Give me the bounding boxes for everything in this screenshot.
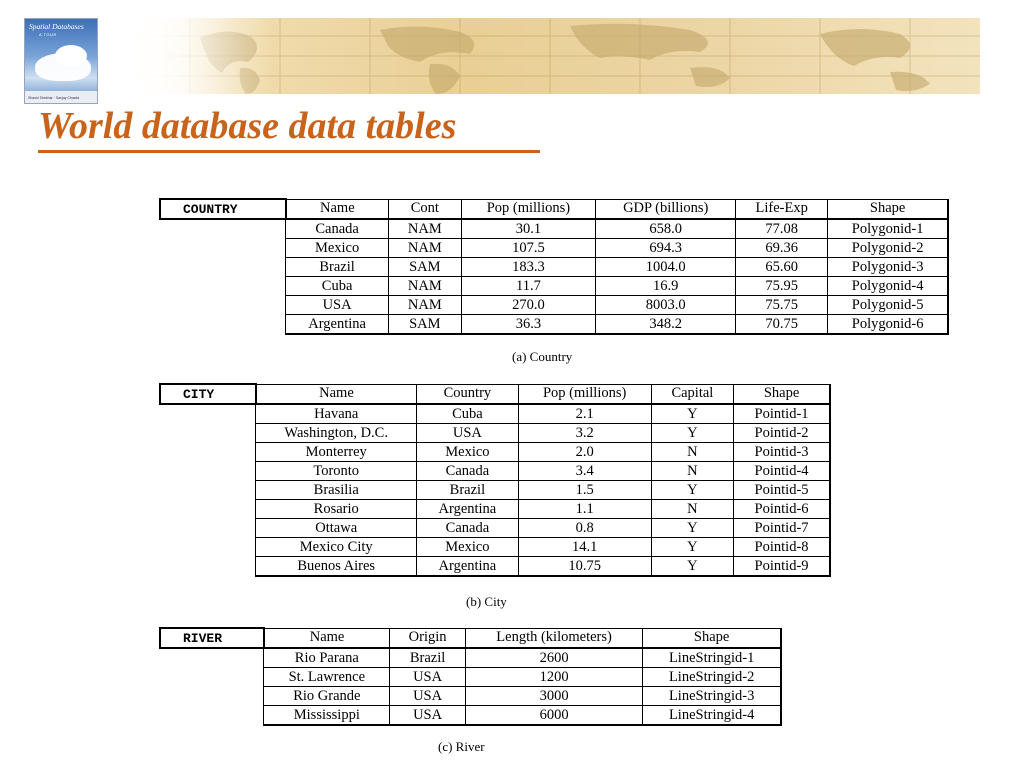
table-row: [160, 648, 781, 668]
table-cell: Toronto: [256, 462, 417, 481]
book-cover-authors: Shashi Shekhar · Sanjay Chawla: [28, 96, 80, 100]
table-cell: 14.1: [518, 538, 651, 557]
column-header: Length (kilometers): [465, 628, 642, 648]
table-cell: Cuba: [417, 404, 518, 424]
table-cell: Canada: [417, 462, 518, 481]
table-cell: NAM: [389, 239, 461, 258]
header-map-banner: [130, 18, 980, 94]
table-cell: 16.9: [596, 277, 736, 296]
column-header: Life-Exp: [736, 199, 828, 219]
table-cell: 30.1: [461, 219, 596, 239]
table-row: [160, 424, 830, 443]
table-cell: Canada: [286, 219, 389, 239]
table-cell: 69.36: [736, 239, 828, 258]
table-row: [160, 462, 830, 481]
table-cell: Brazil: [390, 648, 466, 668]
table-cell: Mexico: [417, 538, 518, 557]
table-cell: Polygonid-4: [828, 277, 948, 296]
table-cell: Mexico: [417, 443, 518, 462]
table-cell: Pointid-1: [734, 404, 830, 424]
table-row: [160, 687, 781, 706]
table-cell: Pointid-7: [734, 519, 830, 538]
table-cell: Pointid-4: [734, 462, 830, 481]
table-cell: 6000: [465, 706, 642, 726]
table-row: [160, 239, 948, 258]
table-cell: 270.0: [461, 296, 596, 315]
country-table-caption: (a) Country: [512, 349, 573, 364]
column-header: Capital: [651, 384, 733, 404]
city-table-caption: (b) City: [466, 594, 507, 609]
table-cell: LineStringid-4: [643, 706, 781, 726]
table-cell: USA: [390, 687, 466, 706]
table-cell: 658.0: [596, 219, 736, 239]
table-cell: 11.7: [461, 277, 596, 296]
table-row: [160, 315, 948, 335]
table-cell: Brazil: [286, 258, 389, 277]
table-cell: Cuba: [286, 277, 389, 296]
table-header-row: [160, 628, 781, 648]
table-cell: 75.95: [736, 277, 828, 296]
table-cell: Y: [651, 557, 733, 577]
table-cell: Polygonid-6: [828, 315, 948, 335]
page-title: World database data tables: [38, 105, 457, 147]
table-cell: USA: [390, 706, 466, 726]
book-cover-image: [24, 18, 98, 104]
table-cell: Mexico: [286, 239, 389, 258]
table-cell: LineStringid-1: [643, 648, 781, 668]
column-header: Name: [286, 199, 389, 219]
table-cell: 1.1: [518, 500, 651, 519]
table-row: [160, 519, 830, 538]
table-cell: 8003.0: [596, 296, 736, 315]
river-table-caption: (c) River: [438, 739, 485, 754]
table-cell: 1004.0: [596, 258, 736, 277]
column-header: Name: [256, 384, 417, 404]
book-cover-title: Spatial Databases: [29, 22, 84, 31]
table-cell: Polygonid-1: [828, 219, 948, 239]
river-table-name: RIVER: [160, 628, 264, 648]
country-table-name: COUNTRY: [160, 199, 286, 219]
table-cell: Pointid-8: [734, 538, 830, 557]
column-header: Shape: [734, 384, 830, 404]
table-cell: LineStringid-3: [643, 687, 781, 706]
table-cell: 183.3: [461, 258, 596, 277]
table-cell: Canada: [417, 519, 518, 538]
table-cell: USA: [390, 668, 466, 687]
table-row: [160, 706, 781, 726]
table-row: [160, 404, 830, 424]
table-cell: Brasilia: [256, 481, 417, 500]
table-cell: Mississippi: [264, 706, 390, 726]
table-cell: Rosario: [256, 500, 417, 519]
table-cell: Argentina: [286, 315, 389, 335]
cloud-graphic: [55, 45, 87, 67]
table-cell: 694.3: [596, 239, 736, 258]
table-cell: Monterrey: [256, 443, 417, 462]
table-cell: Havana: [256, 404, 417, 424]
city-table-name: CITY: [160, 384, 256, 404]
column-header: Origin: [390, 628, 466, 648]
table-cell: 65.60: [736, 258, 828, 277]
table-cell: N: [651, 462, 733, 481]
table-cell: Y: [651, 404, 733, 424]
table-row: [160, 219, 948, 239]
table-cell: 36.3: [461, 315, 596, 335]
table-cell: NAM: [389, 277, 461, 296]
table-cell: Pointid-5: [734, 481, 830, 500]
table-row: [160, 538, 830, 557]
table-row: [160, 258, 948, 277]
table-row: [160, 668, 781, 687]
table-cell: 348.2: [596, 315, 736, 335]
table-cell: Ottawa: [256, 519, 417, 538]
column-header: Shape: [643, 628, 781, 648]
table-cell: Brazil: [417, 481, 518, 500]
table-row: [160, 500, 830, 519]
table-cell: 107.5: [461, 239, 596, 258]
table-cell: Washington, D.C.: [256, 424, 417, 443]
table-cell: 2600: [465, 648, 642, 668]
column-header: Pop (millions): [518, 384, 651, 404]
table-cell: Rio Parana: [264, 648, 390, 668]
table-cell: 70.75: [736, 315, 828, 335]
column-header: Pop (millions): [461, 199, 596, 219]
river-table: [159, 627, 782, 726]
table-cell: St. Lawrence: [264, 668, 390, 687]
column-header: Shape: [828, 199, 948, 219]
table-cell: Mexico City: [256, 538, 417, 557]
table-header-row: [160, 199, 948, 219]
table-cell: Y: [651, 538, 733, 557]
table-cell: 3.4: [518, 462, 651, 481]
table-cell: Polygonid-5: [828, 296, 948, 315]
table-cell: 3000: [465, 687, 642, 706]
table-cell: SAM: [389, 315, 461, 335]
table-cell: 1.5: [518, 481, 651, 500]
table-cell: NAM: [389, 219, 461, 239]
table-cell: USA: [286, 296, 389, 315]
country-table: [159, 198, 949, 335]
city-table: [159, 383, 831, 577]
table-cell: Polygonid-2: [828, 239, 948, 258]
table-cell: LineStringid-2: [643, 668, 781, 687]
table-cell: 77.08: [736, 219, 828, 239]
table-cell: 3.2: [518, 424, 651, 443]
column-header: Country: [417, 384, 518, 404]
table-row: [160, 277, 948, 296]
column-header: Name: [264, 628, 390, 648]
table-cell: NAM: [389, 296, 461, 315]
table-cell: 0.8: [518, 519, 651, 538]
table-cell: Y: [651, 424, 733, 443]
table-cell: Argentina: [417, 557, 518, 577]
table-cell: 10.75: [518, 557, 651, 577]
table-row: [160, 557, 830, 577]
table-cell: Buenos Aires: [256, 557, 417, 577]
table-cell: Polygonid-3: [828, 258, 948, 277]
table-row: [160, 481, 830, 500]
table-cell: 2.1: [518, 404, 651, 424]
column-header: Cont: [389, 199, 461, 219]
table-cell: USA: [417, 424, 518, 443]
table-cell: SAM: [389, 258, 461, 277]
table-cell: Y: [651, 481, 733, 500]
table-cell: Argentina: [417, 500, 518, 519]
table-header-row: [160, 384, 830, 404]
table-cell: N: [651, 500, 733, 519]
table-cell: 2.0: [518, 443, 651, 462]
table-cell: Pointid-3: [734, 443, 830, 462]
table-cell: Rio Grande: [264, 687, 390, 706]
table-cell: 1200: [465, 668, 642, 687]
table-cell: 75.75: [736, 296, 828, 315]
table-cell: Pointid-9: [734, 557, 830, 577]
title-underline: [38, 150, 540, 153]
table-cell: Pointid-6: [734, 500, 830, 519]
book-cover-subtitle: A TOUR: [39, 32, 57, 37]
column-header: GDP (billions): [596, 199, 736, 219]
table-row: [160, 296, 948, 315]
table-row: [160, 443, 830, 462]
table-cell: Pointid-2: [734, 424, 830, 443]
table-cell: N: [651, 443, 733, 462]
table-cell: Y: [651, 519, 733, 538]
